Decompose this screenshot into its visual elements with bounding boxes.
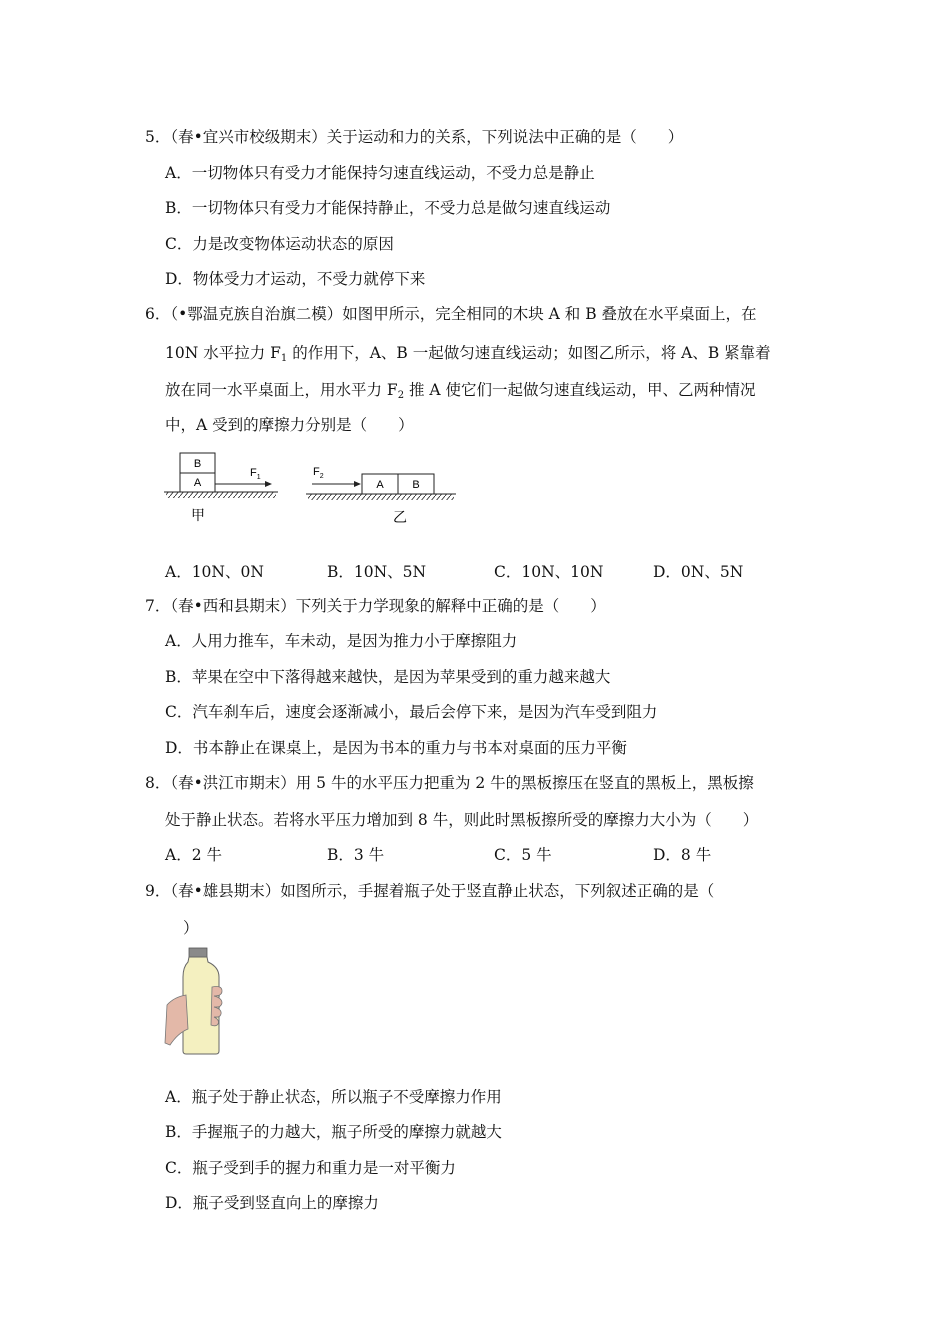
q9-option-d: D．瓶子受到竖直向上的摩擦力 bbox=[165, 1194, 379, 1212]
jia-force-arrowhead bbox=[265, 481, 272, 487]
jia-caption: 甲 bbox=[191, 507, 205, 523]
q9-stem-line1: 9．（春•雄县期末）如图所示，手握着瓶子处于竖直静止状态，下列叙述正确的是（ bbox=[145, 882, 715, 900]
q6-option-c: C．10N、10N bbox=[494, 563, 604, 581]
jia-force-label: $F_1$ bbox=[250, 467, 261, 481]
jia-label-b: B bbox=[193, 458, 202, 470]
q6-stem-line4: 中，A 受到的摩擦力分别是（ ） bbox=[165, 416, 414, 434]
figure-jia bbox=[164, 453, 278, 523]
q7-option-c: C．汽车刹车后，速度会逐渐减小，最后会停下来，是因为汽车受到阻力 bbox=[165, 703, 658, 721]
q6-stem-line2: 10N 水平拉力 $F_1$ 的作用下，A、B 一起做匀速直线运动；如图乙所示，将 A、B 紧靠着 bbox=[165, 344, 771, 364]
q9-option-c: C．瓶子受到手的握力和重力是一对平衡力 bbox=[165, 1159, 456, 1177]
yi-label-b: B bbox=[412, 479, 420, 491]
jia-ground-hatch bbox=[166, 492, 276, 498]
q6-stem-line1: 6．（•鄂温克族自治旗二模）如图甲所示，完全相同的木块 A 和 B 叠放在水平桌面上，在 bbox=[145, 305, 757, 323]
q9-option-b: B．手握瓶子的力越大，瓶子所受的摩擦力就越大 bbox=[165, 1123, 502, 1141]
q6-option-b: B．10N、5N bbox=[327, 563, 427, 581]
jia-label-a: A bbox=[193, 477, 202, 489]
q8-option-d: D．8 牛 bbox=[653, 846, 712, 864]
yi-ground-hatch bbox=[308, 494, 454, 500]
q7-stem: 7．（春•西和县期末）下列关于力学现象的解释中正确的是（ ） bbox=[145, 597, 606, 615]
q8-option-a: A．2 牛 bbox=[165, 846, 222, 864]
q6-option-d: D．0N、5N bbox=[653, 563, 744, 581]
q6-stem-line3: 放在同一水平桌面上，用水平力 $F_2$ 推 A 使它们一起做匀速直线运动，甲、乙两种情况 bbox=[165, 381, 756, 401]
q9-option-a: A．瓶子处于静止状态，所以瓶子不受摩擦力作用 bbox=[165, 1088, 502, 1106]
q8-stem-line2: 处于静止状态。若将水平压力增加到 8 牛，则此时黑板擦所受的摩擦力大小为（ ） bbox=[165, 811, 759, 829]
q7-option-b: B．苹果在空中下落得越来越快，是因为苹果受到的重力越来越大 bbox=[165, 668, 611, 686]
q5-option-a: A．一切物体只有受力才能保持匀速直线运动，不受力总是静止 bbox=[165, 164, 595, 182]
q8-option-b: B．3 牛 bbox=[327, 846, 385, 864]
q5-option-c: C．力是改变物体运动状态的原因 bbox=[165, 235, 394, 253]
yi-force-label: $F_2$ bbox=[313, 466, 324, 480]
q9-stem-line2: ） bbox=[183, 919, 199, 937]
hand-fingers bbox=[211, 987, 222, 1026]
q6-option-a: A．10N、0N bbox=[165, 563, 264, 581]
q7-option-a: A．人用力推车，车未动，是因为推力小于摩擦阻力 bbox=[165, 632, 518, 650]
q7-option-d: D．书本静止在课桌上，是因为书本的重力与书本对桌面的压力平衡 bbox=[165, 739, 627, 757]
figure-yi bbox=[306, 466, 456, 525]
yi-caption: 乙 bbox=[393, 509, 407, 525]
yi-force-arrowhead bbox=[354, 481, 361, 487]
q5-option-d: D．物体受力才运动，不受力就停下来 bbox=[165, 270, 426, 288]
q5-option-b: B．一切物体只有受力才能保持静止，不受力总是做匀速直线运动 bbox=[165, 199, 611, 217]
bottle-cap bbox=[189, 948, 207, 957]
q9-bottle-figure bbox=[164, 947, 230, 1057]
q8-option-c: C．5 牛 bbox=[494, 846, 552, 864]
q8-stem-line1: 8．（春•洪江市期末）用 5 牛的水平压力把重为 2 牛的黑板擦压在竖直的黑板上，黑板擦 bbox=[145, 774, 754, 792]
yi-label-a: A bbox=[376, 479, 384, 491]
q5-stem: 5．（春•宜兴市校级期末）关于运动和力的关系，下列说法中正确的是（ ） bbox=[145, 128, 684, 146]
q6-figure bbox=[160, 448, 460, 528]
